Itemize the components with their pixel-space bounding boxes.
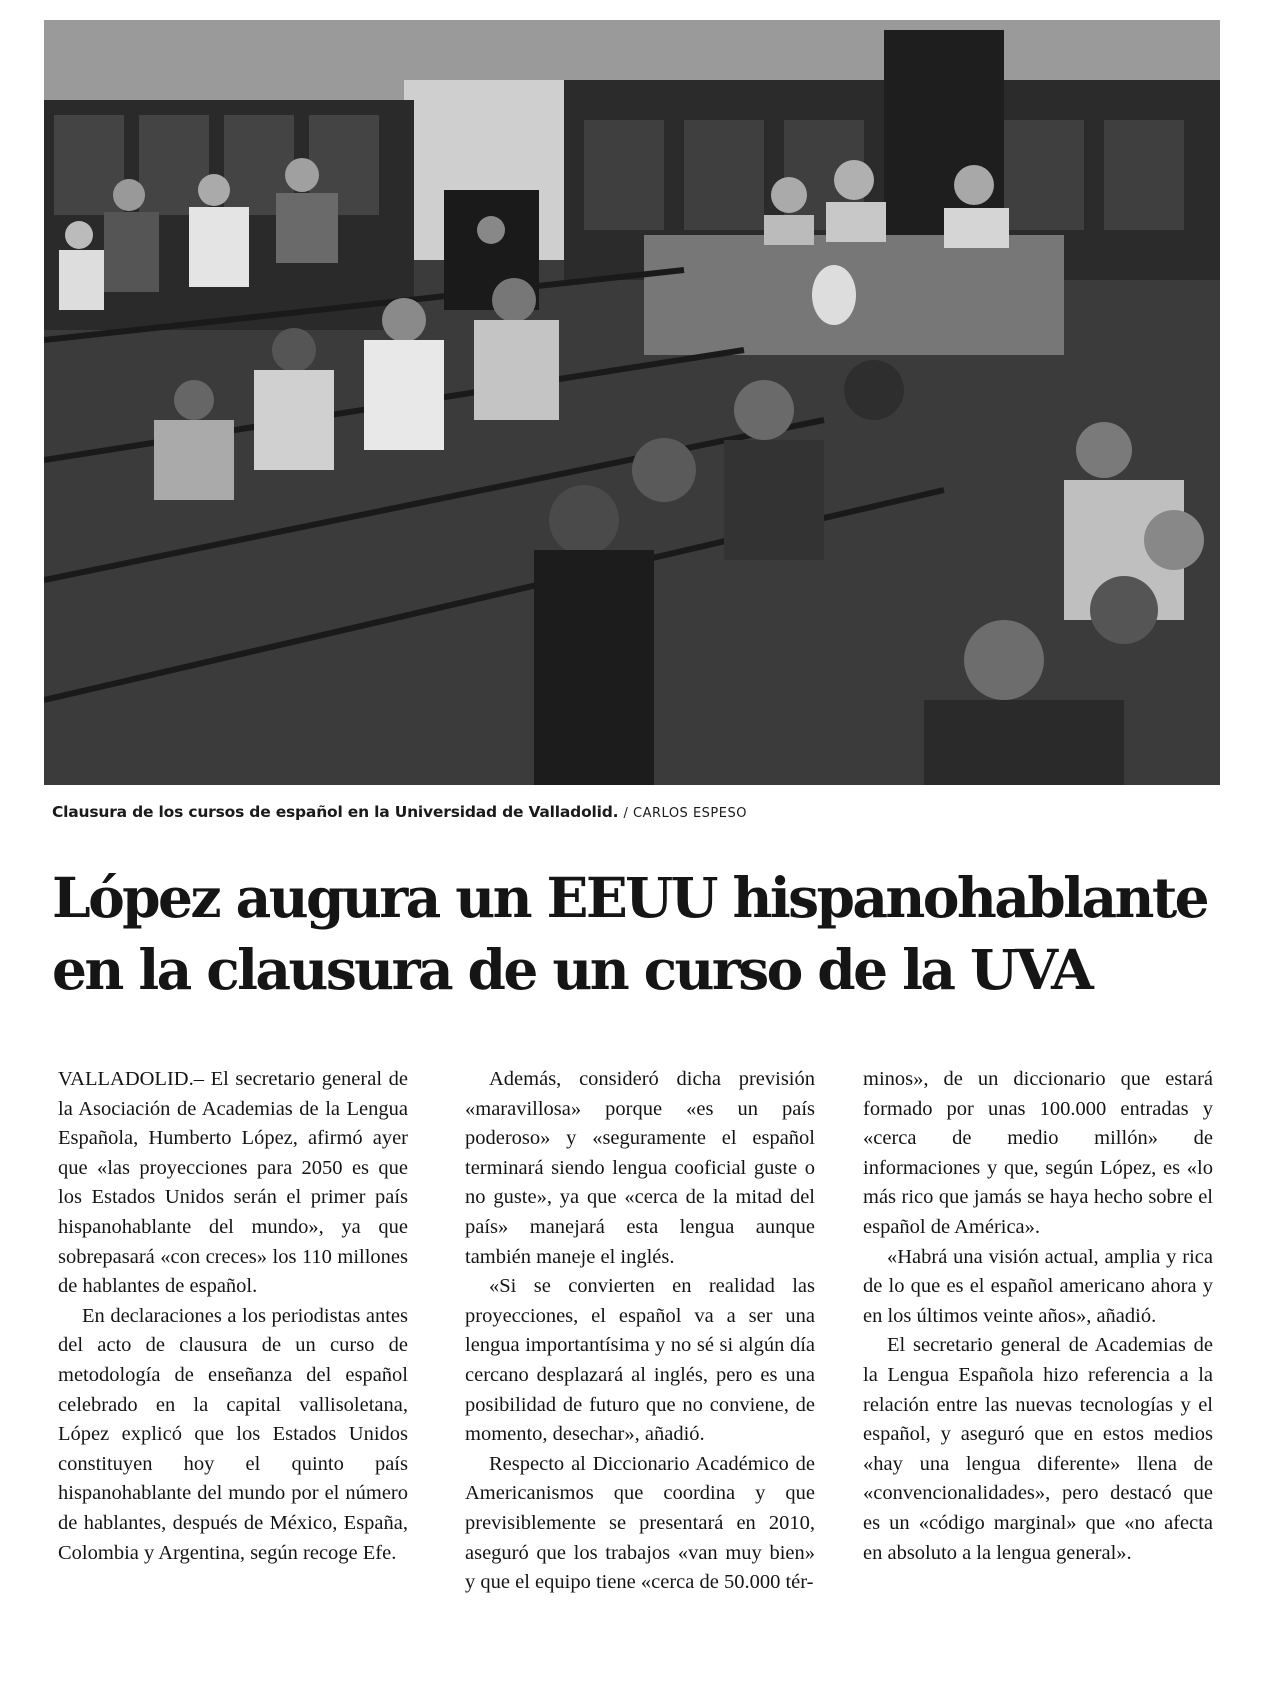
paragraph: El secretario general de Academias de la Lengua Española hizo referencia a la relación entre las nuevas tecnologías y el español, y aseguró que en estos medios «hay una lengua diferente» llena de «convencionalidades», pero destacó que es un «código marginal» que «no afecta en absoluto a la lengua general». — [863, 1334, 1213, 1564]
paragraph: «Habrá una visión actual, amplia y rica de lo que es el español americano ahora y en los últimos veinte años», añadió. — [863, 1245, 1213, 1327]
paragraph: «Si se convierten en realidad las proyecciones, el español va a ser una lengua importantísima y no sé si algún día cercano desplazará al inglés, pero es una posibilidad de futuro que no conviene, de momento, desechar», añadió. — [465, 1275, 815, 1446]
paragraph: VALLADOLID.– El secretario general de la Asociación de Academias de la Lengua Española, Humberto López, afirmó ayer que «las proyecciones para 2050 es que los Estados Unidos serán el primer país hispanohablante del mundo», ya que sobrepasará «con creces» los 110 millones de hablantes de español. — [58, 1068, 408, 1298]
photo-caption — [52, 803, 747, 821]
news-photo — [44, 20, 1220, 785]
paragraph: Además, consideró dicha previsión «maravillosa» porque «es un país poderoso» y «seguramente el español terminará siendo lengua cooficial guste o no guste», ya que «cerca de la mitad del país» manejará esta lengua aunque también maneje el inglés. — [465, 1068, 815, 1268]
headline — [52, 862, 1232, 1006]
paragraph: En declaraciones a los periodistas antes del acto de clausura de un curso de metodología de enseñanza del español celebrado en la capital vallisoletana, López explicó que los Estados Unidos constituyen hoy el quinto país hispanohablante del mundo por el número de hablantes, después de México, España, Colombia y Argentina, según recoge Efe. — [58, 1304, 408, 1564]
paragraph: Respecto al Diccionario Académico de Americanismos que coordina y que previsiblemente se presentará en 2010, aseguró que los trabajos «van muy bien» y que el equipo tiene «cerca de 50.000 tér- — [465, 1452, 815, 1594]
caption-text: Clausura de los cursos de español en la Universidad de Valladolid. — [52, 803, 619, 821]
paragraph: minos», de un diccionario que estará formado por unas 100.000 entradas y «cerca de medio millón» de informaciones y que, según López, es «lo más rico que jamás se haya hecho sobre el español de América». — [863, 1068, 1213, 1238]
article-column-1 — [58, 1065, 408, 1568]
article-column-2 — [465, 1065, 815, 1598]
article-column-3 — [863, 1065, 1213, 1568]
photo-of-lecture-hall-icon — [44, 20, 1220, 785]
photo-credit: / CARLOS ESPESO — [623, 806, 747, 821]
headline-line-2: en la clausura de un curso de la UVA — [52, 937, 1092, 1002]
headline-line-1: López augura un EEUU hispanohablante — [52, 865, 1208, 930]
